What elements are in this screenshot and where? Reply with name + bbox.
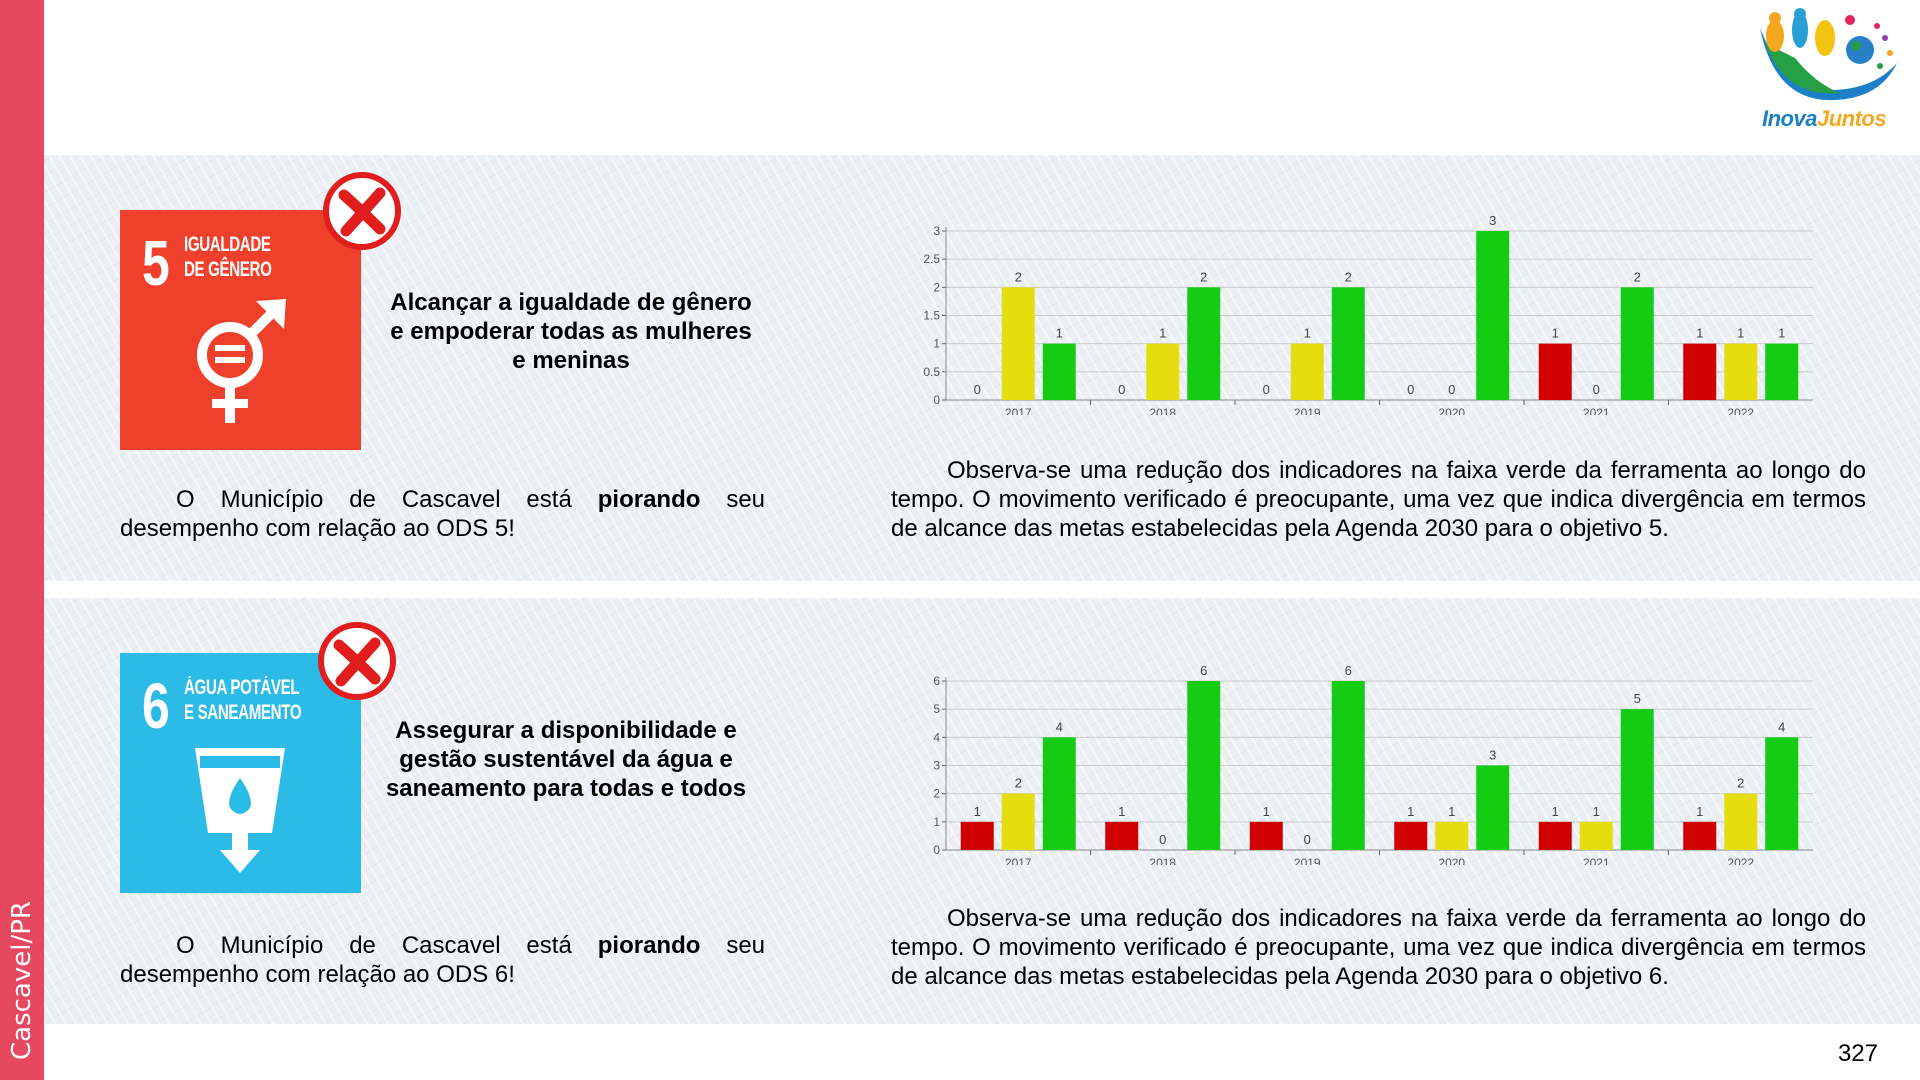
- data-label: 6: [1344, 663, 1352, 678]
- data-label: 1: [1159, 325, 1167, 341]
- y-tick-label: 4: [933, 730, 940, 745]
- data-label: 2: [1200, 269, 1208, 285]
- bar: [1621, 287, 1654, 400]
- y-tick-label: 0: [933, 393, 940, 407]
- bar: [1476, 231, 1509, 400]
- x-tick-label: 2021: [1582, 856, 1610, 865]
- data-label: 4: [1055, 719, 1063, 735]
- data-label: 2: [1014, 269, 1022, 285]
- y-tick-label: 1: [933, 814, 940, 829]
- bar: [1765, 344, 1798, 400]
- y-tick-label: 2: [933, 280, 940, 295]
- page-number: 327: [1837, 1040, 1878, 1067]
- data-label: 1: [1118, 803, 1126, 819]
- x-tick-label: 2020: [1438, 856, 1466, 865]
- data-label: 0: [1448, 382, 1456, 397]
- sdg-number: 6: [142, 670, 170, 742]
- data-label: 5: [1633, 691, 1641, 707]
- bar: [1187, 681, 1220, 850]
- sdg-label: IGUALDADE DE GÊNERO: [184, 233, 272, 281]
- sdg-label: ÁGUA POTÁVEL E SANEAMENTO: [184, 676, 302, 724]
- bar: [1187, 287, 1220, 400]
- data-label: 0: [1262, 382, 1270, 397]
- data-label: 0: [1118, 382, 1126, 397]
- data-label: 0: [1159, 832, 1167, 847]
- data-label: 1: [1448, 803, 1456, 819]
- x-tick-label: 2020: [1438, 406, 1466, 415]
- y-tick-label: 0.5: [923, 364, 940, 379]
- bar: [1765, 737, 1798, 850]
- x-tick-label: 2017: [1004, 856, 1032, 865]
- data-label: 1: [1778, 325, 1786, 341]
- data-label: 1: [1551, 803, 1559, 819]
- bar: [1146, 344, 1179, 400]
- data-label: 1: [1592, 803, 1600, 819]
- bar: [1539, 344, 1572, 400]
- data-label: 1: [973, 803, 981, 819]
- bar: [1621, 709, 1654, 850]
- data-label: 1: [1262, 803, 1270, 819]
- data-label: 1: [1055, 325, 1063, 341]
- y-tick-label: 1.5: [923, 308, 940, 323]
- x-tick-label: 2019: [1293, 856, 1321, 865]
- x-tick-label: 2021: [1582, 406, 1610, 415]
- bar-chart-ods5: [920, 195, 1820, 415]
- bar: [1476, 766, 1509, 851]
- bar: [1539, 822, 1572, 850]
- data-label: 1: [1696, 325, 1704, 341]
- x-tick-label: 2018: [1149, 856, 1177, 865]
- bar: [1105, 822, 1138, 850]
- gender-equality-icon: [190, 295, 290, 435]
- data-label: 0: [1303, 832, 1311, 847]
- red-x-icon: [317, 621, 397, 701]
- data-label: 1: [1696, 803, 1704, 819]
- y-tick-label: 5: [933, 702, 940, 717]
- x-tick-label: 2017: [1004, 406, 1032, 415]
- data-label: 0: [1407, 382, 1415, 397]
- data-label: 6: [1200, 663, 1208, 678]
- data-label: 1: [1551, 325, 1559, 341]
- data-label: 1: [1737, 325, 1745, 341]
- sidebar-label: Cascavel/PR: [7, 901, 37, 1060]
- y-tick-label: 2.5: [923, 252, 940, 267]
- bar: [1580, 822, 1613, 850]
- clean-water-icon: [190, 738, 290, 878]
- bar: [961, 822, 994, 850]
- y-tick-label: 3: [933, 224, 940, 238]
- bar: [1724, 794, 1757, 850]
- data-label: 2: [1344, 269, 1352, 285]
- data-label: 0: [1592, 382, 1600, 397]
- sidebar: [0, 0, 44, 1080]
- observation-text: Observa-se uma redução dos indicadores na faixa verde da ferramenta ao longo do tempo. O movimento verificado é preocupante, uma vez que indica divergência em termos de alcance das metas estabelecidas pela Agenda 2030 para o objetivo 5.: [891, 457, 1866, 542]
- data-label: 3: [1489, 747, 1497, 763]
- bar-chart-ods6: [920, 645, 1820, 865]
- bar: [1394, 822, 1427, 850]
- y-tick-label: 6: [933, 674, 940, 688]
- y-tick-label: 2: [933, 786, 940, 801]
- x-tick-label: 2018: [1149, 406, 1177, 415]
- data-label: 2: [1737, 775, 1745, 791]
- status-text: O Município de Cascavel está piorando seu desempenho com relação ao ODS 6!: [120, 932, 766, 988]
- x-tick-label: 2022: [1727, 406, 1755, 415]
- data-label: 3: [1489, 213, 1497, 228]
- bar: [1291, 344, 1324, 400]
- bar: [1332, 681, 1365, 850]
- bar: [1043, 737, 1076, 850]
- status-text: O Município de Cascavel está piorando seu desempenho com relação ao ODS 5!: [120, 486, 766, 542]
- data-label: 4: [1778, 719, 1786, 735]
- data-label: 1: [1303, 325, 1311, 341]
- bar: [1002, 794, 1035, 850]
- data-label: 2: [1014, 775, 1022, 791]
- red-x-icon: [322, 171, 402, 251]
- sdg-number: 5: [142, 227, 170, 299]
- y-tick-label: 1: [933, 336, 940, 351]
- bar: [1250, 822, 1283, 850]
- data-label: 1: [1407, 803, 1415, 819]
- goal-text: Alcançar a igualdade de gênero e empoderar todas as mulheres e meninas: [390, 289, 752, 374]
- data-label: 0: [973, 382, 981, 397]
- logo-text: InovaJuntos: [1762, 106, 1887, 131]
- bar: [1683, 822, 1716, 850]
- data-label: 2: [1633, 269, 1641, 285]
- observation-text: Observa-se uma redução dos indicadores na faixa verde da ferramenta ao longo do tempo. O movimento verificado é preocupante, uma vez que indica divergência em termos de alcance das metas estabelecidas pela Agenda 2030 para o objetivo 6.: [891, 905, 1866, 990]
- x-tick-label: 2019: [1293, 406, 1321, 415]
- bar: [1332, 287, 1365, 400]
- bar: [1002, 287, 1035, 400]
- bar: [1724, 344, 1757, 400]
- y-tick-label: 3: [933, 758, 940, 773]
- bar: [1683, 344, 1716, 400]
- y-tick-label: 0: [933, 843, 940, 857]
- bar: [1435, 822, 1468, 850]
- goal-text: Assegurar a disponibilidade e gestão sustentável da água e saneamento para todas e todos: [385, 717, 747, 802]
- x-tick-label: 2022: [1727, 856, 1755, 865]
- bar: [1043, 344, 1076, 400]
